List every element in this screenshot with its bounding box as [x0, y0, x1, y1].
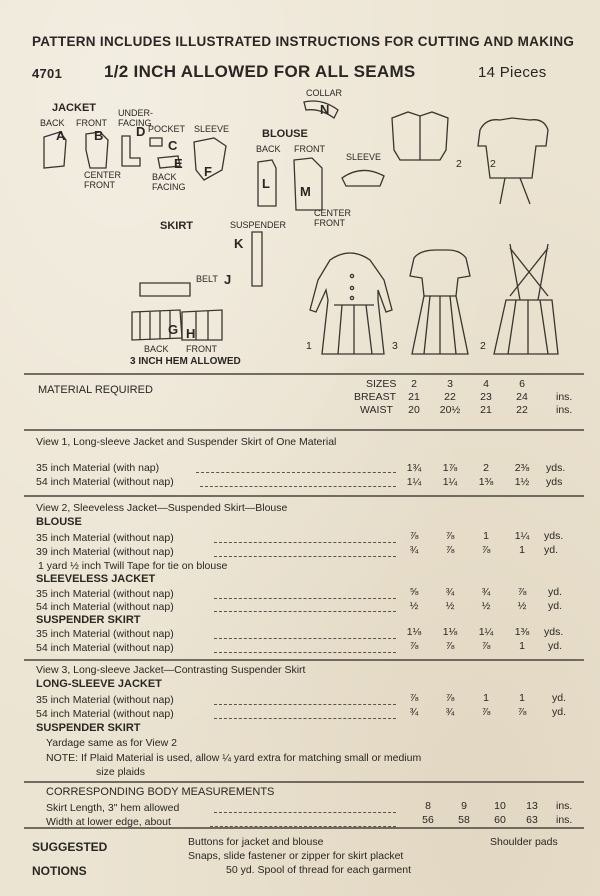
breast-unit: ins. [556, 391, 573, 403]
view1-title: View 1, Long-sleeve Jacket and Suspender Skirt of One Material [36, 436, 337, 448]
view2-skirt-heading: SUSPENDER SKIRT [36, 614, 141, 626]
view1-row1-unit: yds. [546, 462, 566, 474]
view3-jacket-row2-size2: ¾ [409, 706, 419, 718]
breast-size-2: 21 [408, 391, 420, 403]
hem-allowance-label: 3 INCH HEM ALLOWED [130, 356, 241, 367]
view2-skirt-row2-size4: ⅞ [481, 640, 491, 652]
breast-size-3: 22 [444, 391, 456, 403]
view1-row2-size2: 1¼ [406, 476, 422, 488]
piece-letter-k: K [234, 236, 244, 251]
view3-skirt-note: Yardage same as for View 2 [46, 737, 177, 749]
notions-heading: NOTIONS [32, 864, 87, 878]
waist-size-6: 22 [516, 404, 528, 416]
view3-jacket-row2-label: 54 inch Material (without nap) [36, 708, 174, 720]
piece-letter-l: L [262, 176, 270, 191]
skirt-front-label: FRONT [186, 344, 217, 354]
view2-jacket-row2-size6: ½ [517, 600, 527, 612]
view2-jacket-row2-size2: ½ [409, 600, 419, 612]
view1-row1-size6: 2⅜ [514, 462, 530, 474]
sketch-number-2b: 2 [490, 158, 496, 170]
view2-blouse-row1-size2: ⅞ [409, 530, 419, 542]
view1-row1-size4: 2 [483, 462, 489, 474]
view2-blouse-row1-size3: ⅞ [445, 530, 455, 542]
view1-figure [310, 253, 392, 354]
view2-blouse-row2-size3: ⅞ [445, 544, 455, 556]
view-number-3: 3 [392, 340, 398, 352]
body-row1-size3: 9 [461, 800, 467, 812]
breast-label: BREAST [354, 391, 397, 403]
waist-unit: ins. [556, 404, 573, 416]
view-number-1: 1 [306, 340, 312, 352]
piece-letter-f: F [204, 164, 212, 179]
view2-jacket-row1-size6: ⅞ [517, 586, 527, 598]
sketch-number-2a: 2 [456, 158, 462, 170]
view3-jacket-heading: LONG-SLEEVE JACKET [36, 678, 162, 690]
jacket-front-label: FRONT [76, 118, 107, 128]
body-measurements-heading: CORRESPONDING BODY MEASUREMENTS [46, 786, 275, 798]
view2-blouse-row1-label: 35 inch Material (without nap) [36, 532, 174, 544]
notions-line1: Buttons for jacket and blouse [188, 836, 324, 848]
body-row2-label: Width at lower edge, about [46, 816, 171, 828]
body-row2-unit: ins. [556, 814, 573, 826]
suspender-piece [252, 232, 262, 286]
view3-jacket-row1-size6: 1 [519, 692, 525, 704]
view2-jacket-heading: SLEEVELESS JACKET [36, 573, 156, 585]
view1-row2-label: 54 inch Material (without nap) [36, 476, 174, 488]
view2-blouse-row2-size4: ⅞ [481, 544, 491, 556]
piece-letter-m: M [300, 184, 311, 199]
collar-label: COLLAR [306, 88, 343, 98]
blouse-sleeve-label: SLEEVE [346, 152, 382, 162]
suspender-label: SUSPENDER [230, 220, 287, 230]
view2-blouse-row2-unit: yd. [544, 544, 559, 556]
view2-skirt-row1-size6: 1⅜ [514, 626, 530, 638]
body-row1-size2: 8 [425, 800, 431, 812]
body-row1-unit: ins. [556, 800, 573, 812]
view-number-2: 2 [480, 340, 486, 352]
size-4: 4 [483, 378, 489, 390]
blouse-center-front-label: CENTER FRONT [314, 208, 352, 228]
blouse-back-label: BACK [256, 144, 281, 154]
view3-title: View 3, Long-sleeve Jacket—Contrasting Suspender Skirt [36, 664, 306, 676]
view2-blouse-row1-unit: yds. [544, 530, 564, 542]
plaid-note-line1: NOTE: If Plaid Material is used, allow ¼ yard extra for matching small or medium [46, 752, 422, 764]
back-facing-label: BACK FACING [152, 172, 186, 192]
skirt-back-label: BACK [144, 344, 169, 354]
piece-letter-h: H [186, 326, 196, 341]
notions-shoulder-pads: Shoulder pads [490, 836, 558, 848]
view2-skirt-row2-label: 54 inch Material (without nap) [36, 642, 174, 654]
view3-jacket-row2-size3: ¾ [445, 706, 455, 718]
view2-jacket-row2-size4: ½ [481, 600, 491, 612]
seam-allowance: 1/2 INCH ALLOWED FOR ALL SEAMS [104, 62, 416, 81]
view2-blouse-row2-size2: ¾ [409, 544, 419, 556]
view3-figure [510, 244, 548, 300]
view3-jacket-row1-size2: ⅞ [409, 692, 419, 704]
piece-letter-g: G [168, 322, 179, 337]
piece-letter-c: C [168, 138, 178, 153]
view1-row2-size6: 1½ [514, 476, 530, 488]
breast-size-4: 23 [480, 391, 492, 403]
view3-jacket-row1-size4: 1 [483, 692, 489, 704]
body-row2-size2: 56 [422, 814, 434, 826]
waist-size-2: 20 [408, 404, 420, 416]
piece-letter-e: E [174, 156, 183, 171]
jacket-back-label: BACK [40, 118, 65, 128]
view1-row1-size3: 1⅞ [442, 462, 458, 474]
view2-blouse-row1-size6: 1¼ [514, 530, 530, 542]
belt-label: BELT [196, 274, 218, 284]
material-required-heading: MATERIAL REQUIRED [38, 384, 153, 396]
view2-tape-note: 1 yard ½ inch Twill Tape for tie on blouse [38, 560, 228, 572]
size-2: 2 [411, 378, 417, 390]
body-row1-size4: 10 [494, 800, 506, 812]
view2-skirt-row2-size2: ⅞ [409, 640, 419, 652]
belt-piece [140, 283, 190, 296]
view1-row1-size2: 1¾ [406, 462, 422, 474]
view2-title: View 2, Sleeveless Jacket—Suspended Skirt—Blouse [36, 502, 288, 514]
body-row2-size6: 63 [526, 814, 538, 826]
waist-label: WAIST [360, 404, 393, 416]
view2-skirt-row1-label: 35 inch Material (without nap) [36, 628, 174, 640]
view3-jacket-row2-unit: yd. [552, 706, 567, 718]
sleeve-label: SLEEVE [194, 124, 230, 134]
blouse-sleeve-piece [342, 170, 384, 186]
view2-skirt-row2-unit: yd. [548, 640, 563, 652]
header-title: PATTERN INCLUDES ILLUSTRATED INSTRUCTIONS FOR CUTTING AND MAKING [32, 34, 575, 49]
view2-skirt-row1-size2: 1⅛ [406, 626, 422, 638]
view2-skirt-row1-size3: 1⅛ [442, 626, 458, 638]
skirt-label: SKIRT [160, 220, 193, 232]
view2-jacket-row1-size2: ⅝ [409, 586, 419, 598]
view2-skirt-row1-size4: 1¼ [478, 626, 494, 638]
sizes-label: SIZES [366, 378, 397, 390]
underfacing-label: UNDER-FACING [118, 108, 153, 128]
view2-jacket-row2-label: 54 inch Material (without nap) [36, 601, 174, 613]
view3-jacket-row1-size3: ⅞ [445, 692, 455, 704]
piece-letter-j: J [224, 272, 232, 287]
view2-jacket-row1-size3: ¾ [445, 586, 455, 598]
size-6: 6 [519, 378, 525, 390]
view2-jacket-row1-size4: ¾ [481, 586, 491, 598]
view2-jacket-row2-unit: yd. [548, 600, 563, 612]
view2-blouse-row2-size6: 1 [519, 544, 525, 556]
notions-line3: 50 yd. Spool of thread for each garment [226, 864, 412, 876]
view1-row2-unit: yds [546, 476, 563, 488]
waist-size-3: 20½ [439, 404, 461, 416]
body-row1-label: Skirt Length, 3" hem allowed [46, 802, 180, 814]
body-row2-size3: 58 [458, 814, 470, 826]
breast-size-6: 24 [516, 391, 528, 403]
view2-blouse-row1-size4: 1 [483, 530, 489, 542]
view3-skirt-heading: SUSPENDER SKIRT [36, 722, 141, 734]
view3-jacket-row1-unit: yd. [552, 692, 567, 704]
view2-blouse-row2-label: 39 inch Material (without nap) [36, 546, 174, 558]
pocket-piece [150, 138, 162, 146]
view2-jacket-row2-size3: ½ [445, 600, 455, 612]
waist-size-4: 21 [480, 404, 492, 416]
view1-row2-size3: 1¼ [442, 476, 458, 488]
blouse-front-label: FRONT [294, 144, 325, 154]
view1-row1-label: 35 inch Material (with nap) [36, 462, 160, 474]
view1-row2-size4: 1⅜ [478, 476, 494, 488]
suggested-heading: SUGGESTED [32, 840, 108, 854]
view2-jacket-row1-unit: yd. [548, 586, 563, 598]
center-front-label: CENTER FRONT [84, 170, 122, 190]
piece-letter-n: N [320, 102, 330, 117]
piece-letter-a: A [56, 128, 66, 143]
jacket-label: JACKET [52, 102, 97, 114]
notions-line2: Snaps, slide fastener or zipper for skirt placket [188, 850, 404, 862]
view3-jacket-row2-size6: ⅞ [517, 706, 527, 718]
pieces-count: 14 Pieces [478, 64, 547, 81]
pattern-number: 4701 [32, 66, 63, 81]
view3-jacket-row1-label: 35 inch Material (without nap) [36, 694, 174, 706]
view2-jacket-row1-label: 35 inch Material (without nap) [36, 588, 174, 600]
view2-skirt-row1-unit: yds. [544, 626, 564, 638]
body-row2-size4: 60 [494, 814, 506, 826]
piece-letter-d: D [136, 124, 146, 139]
view2-skirt-row2-size6: 1 [519, 640, 525, 652]
view2-blouse-heading: BLOUSE [36, 516, 82, 528]
view3-jacket-row2-size4: ⅞ [481, 706, 491, 718]
piece-letter-b: B [94, 128, 104, 143]
pocket-label: POCKET [148, 124, 186, 134]
blouse-label: BLOUSE [262, 128, 308, 140]
blouse-sketch [478, 118, 548, 178]
body-row1-size6: 13 [526, 800, 538, 812]
view2-skirt-row2-size3: ⅞ [445, 640, 455, 652]
plaid-note-line2: size plaids [96, 766, 146, 778]
size-3: 3 [447, 378, 453, 390]
underfacing-piece [122, 136, 140, 166]
